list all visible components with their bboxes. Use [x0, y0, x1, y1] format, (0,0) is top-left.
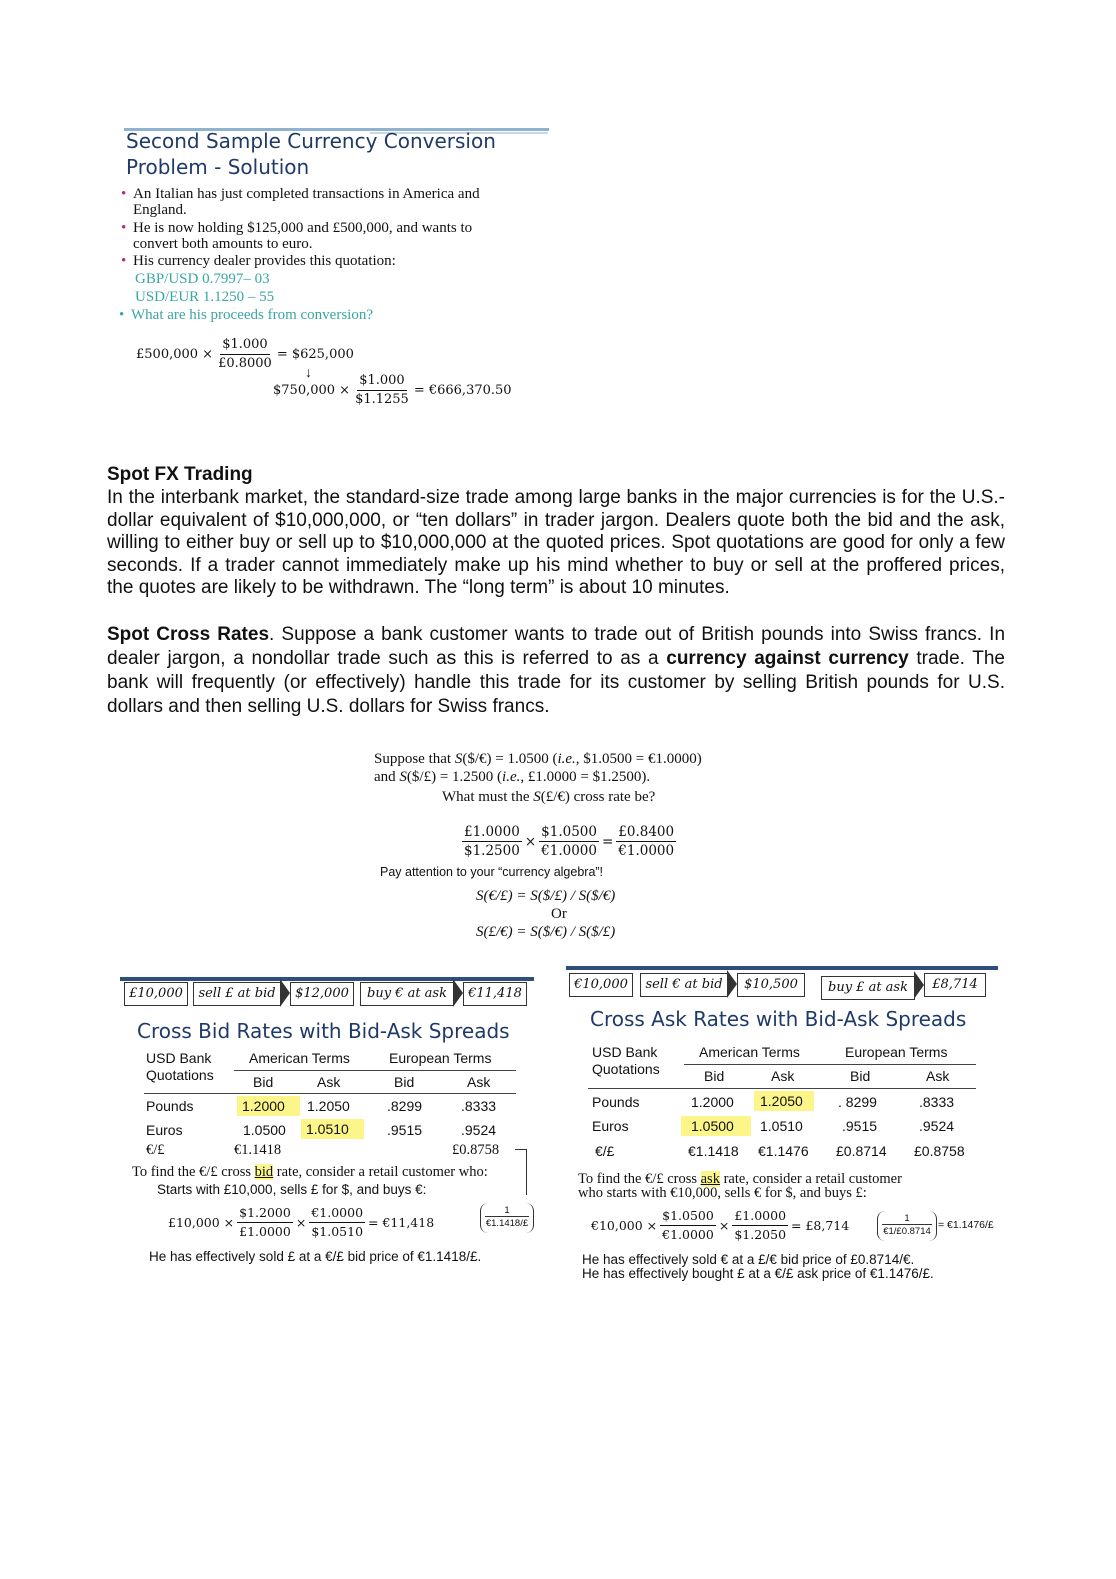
ask-european: European Terms — [845, 1044, 948, 1060]
t: €1.0000 — [309, 1204, 365, 1223]
t: $1.2000 — [237, 1204, 293, 1223]
ask-frac2 — [732, 1207, 788, 1244]
ask-equation — [591, 1207, 849, 1244]
t: = £8,714 — [791, 1218, 850, 1233]
bid-connector-line — [515, 1149, 527, 1195]
bullet-2-line2: convert both amounts to euro. — [133, 236, 313, 252]
t: S — [454, 751, 463, 767]
t: ($/£) = 1.2500 ( — [406, 769, 503, 785]
bid-starts-text: Starts with £10,000, sells £ for $, and buys €: — [157, 1182, 427, 1197]
ask-header-stripe — [566, 966, 998, 970]
bid-title: Cross Bid Rates with Bid-Ask Spreads — [137, 1019, 510, 1043]
bid-table-rule — [144, 1093, 516, 1094]
quote-line-1: GBP/USD 0.7997– 03 — [135, 271, 270, 287]
f1d: $1.2500 — [464, 843, 520, 859]
ask-chain-mid: $10,500 — [737, 973, 805, 997]
slide1-title — [126, 128, 496, 180]
eq1-num: $1.000 — [220, 336, 270, 355]
bullet-2: • He is now holding $125,000 and £500,000, and wants to convert both amounts to euro. — [121, 220, 473, 252]
arrow-right-icon — [453, 979, 463, 1007]
bid-find-text — [132, 1165, 488, 1180]
t: and — [374, 769, 400, 785]
ask-usd-bank: USD Bank — [592, 1044, 658, 1060]
eq2-num: $1.000 — [357, 372, 407, 391]
bid-pounds-european-ask: .8333 — [461, 1098, 497, 1114]
bid-col-ask2: Ask — [467, 1074, 491, 1090]
bid-frac1 — [237, 1204, 293, 1241]
ask-chain-end: £8,714 — [924, 973, 986, 997]
eq2-fraction — [353, 372, 411, 409]
frac-1 — [462, 823, 522, 860]
bid-american: American Terms — [249, 1050, 350, 1066]
ask-euros-european-ask: .9524 — [919, 1118, 955, 1134]
bid-header-rule — [234, 1070, 516, 1071]
bullet-2-line1: He is now holding $125,000 and £500,000, and wants to — [133, 220, 473, 236]
f2d: €1.0000 — [541, 843, 597, 859]
spot-paragraph-2 — [107, 623, 1005, 719]
t: €1.0000 — [662, 1227, 714, 1242]
eq1-den: £0.8000 — [218, 356, 272, 371]
bid-col-bid1: Bid — [253, 1074, 274, 1090]
bid-frac2 — [309, 1204, 365, 1241]
ask-chain-start: €10,000 — [569, 973, 633, 997]
t: = €11,418 — [368, 1215, 435, 1230]
suppose-line — [374, 750, 702, 768]
t: ($/€) = 1.0500 ( — [462, 751, 558, 767]
t: $1.0510 — [311, 1224, 364, 1239]
ask-frac1 — [660, 1207, 716, 1244]
bid-col-bid2: Bid — [394, 1074, 415, 1090]
what-line — [442, 788, 655, 806]
arrow-right-icon — [727, 970, 737, 998]
eq2-den: $1.1255 — [355, 392, 409, 407]
ask-conclusion-1: He has effectively sold € at a £/€ bid price of £0.8714/€. — [582, 1252, 915, 1267]
bid-euros-european-bid: .9515 — [387, 1122, 423, 1138]
t: i.e. — [502, 769, 521, 785]
t: rate, consider a retail customer who: — [273, 1164, 488, 1180]
equation-1 — [136, 336, 354, 373]
bid-quotations: Quotations — [146, 1067, 214, 1083]
frac-3 — [616, 823, 676, 860]
bid-cross-val1: €1.1418 — [234, 1142, 282, 1158]
ask-cross-val2: €1.1476 — [758, 1143, 809, 1159]
t: €1.1418/£ — [485, 1218, 529, 1229]
bid-euros-american-ask: 1.0510 — [301, 1119, 364, 1139]
ask-row-pounds-label: Pounds — [592, 1094, 640, 1110]
ask-pounds-american-bid: 1.2000 — [691, 1094, 734, 1110]
t: rate, consider a retail customer — [719, 1171, 902, 1187]
ask-col-ask2: Ask — [926, 1068, 950, 1084]
bid-euros-european-ask: .9524 — [461, 1122, 497, 1138]
ask-cross-val4: £0.8758 — [914, 1143, 965, 1159]
question-text: What are his proceeds from conversion? — [131, 307, 373, 323]
bid-equation — [168, 1204, 434, 1241]
t: To find the €/£ cross — [132, 1164, 255, 1180]
bid-chain-mid: $12,000 — [290, 982, 354, 1006]
ask-pounds-european-ask: .8333 — [919, 1094, 955, 1110]
bullet-1-line1: An Italian has just completed transactions in America and — [133, 186, 480, 202]
ask-row-euros-label: Euros — [592, 1118, 629, 1134]
bullet-1: • An Italian has just completed transactions in America and England. — [121, 186, 480, 218]
t: $1.2050 — [734, 1227, 787, 1242]
ask-find-text-2: who starts with €10,000, sells € for $, and buys £: — [578, 1185, 867, 1201]
bid-european: European Terms — [389, 1050, 492, 1066]
bid-cross-val2: £0.8758 — [452, 1142, 500, 1158]
ask-pounds-american-ask: 1.2050 — [754, 1091, 814, 1111]
t: What must the — [442, 789, 534, 805]
arrow-right-icon — [280, 979, 290, 1007]
p2-part-a: . Suppose a bank customer wants to trade out of British pounds into Swiss francs. In dealer jargon, a nondollar trade such as this is referred to as a — [107, 624, 1006, 669]
ask-cross-label: €/£ — [595, 1143, 615, 1159]
ask-cross-val3: £0.8714 — [836, 1143, 887, 1159]
p2-part-c: trade. The bank will frequently (or effectively) handle this trade for its customer by selling British pounds for U.S. dollars and then selling U.S. dollars for Swiss francs. — [107, 648, 1005, 717]
bullet-3-line1: His currency dealer provides this quotation: — [133, 253, 396, 269]
ask-euros-european-bid: .9515 — [842, 1118, 878, 1134]
ask-reciprocal — [877, 1211, 937, 1241]
t: To find the €/£ cross — [578, 1171, 701, 1187]
eq1-fraction — [216, 336, 274, 373]
algebra-or: Or — [551, 906, 567, 922]
ask-title: Cross Ask Rates with Bid-Ask Spreads — [590, 1007, 967, 1031]
pay-attention: Pay attention to your “currency algebra”! — [380, 865, 604, 879]
bid-cross-label: €/£ — [146, 1142, 165, 1158]
ask-chain-step1: sell € at bid — [640, 973, 728, 997]
times-sign: × — [295, 1215, 307, 1230]
bid-col-ask1: Ask — [317, 1074, 341, 1090]
t: £1.0000 — [732, 1207, 788, 1226]
f2n: $1.0500 — [541, 824, 597, 840]
ask-col-bid1: Bid — [704, 1068, 725, 1084]
cross-rate-equation — [462, 823, 676, 860]
slide1-title-line1: Second Sample Currency Conversion — [126, 129, 496, 153]
bid-row-pounds-label: Pounds — [146, 1098, 194, 1114]
ask-american: American Terms — [699, 1044, 800, 1060]
bid-row-euros-label: Euros — [146, 1122, 183, 1138]
t: 1 — [485, 1205, 529, 1217]
ask-reciprocal-result: = €1.1476/£ — [938, 1219, 994, 1231]
bid-chain-step2: buy € at ask — [360, 982, 454, 1006]
bid-pounds-american-ask: 1.2050 — [307, 1098, 350, 1114]
ask-header-rule — [684, 1064, 976, 1065]
cross-rates-heading: Spot Cross Rates — [107, 624, 270, 645]
ask-cross-val1: €1.1418 — [688, 1143, 739, 1159]
eq2-rhs: = €666,370.50 — [413, 383, 512, 398]
t: Suppose that — [374, 751, 455, 767]
ask-col-bid2: Bid — [850, 1068, 871, 1084]
t: €1/£0.8714 — [883, 1226, 931, 1237]
t: £10,000 × — [168, 1215, 235, 1230]
ask-quotations: Quotations — [592, 1061, 660, 1077]
f1n: £1.0000 — [464, 824, 520, 840]
times-sign: × — [524, 833, 537, 850]
bid-pounds-european-bid: .8299 — [387, 1098, 423, 1114]
t: €10,000 × — [591, 1218, 658, 1233]
bid-reciprocal — [480, 1203, 534, 1233]
equation-2 — [273, 372, 512, 409]
t: S — [399, 769, 407, 785]
t: £1.0000 — [239, 1224, 291, 1239]
down-arrow-icon: ↓ — [305, 364, 312, 380]
eq1-rhs: = $625,000 — [276, 347, 354, 362]
ask-chain-step2: buy £ at ask — [821, 976, 915, 1000]
arrow-right-icon — [914, 971, 924, 999]
f3n: £0.8400 — [618, 824, 675, 840]
frac-2 — [539, 823, 599, 860]
bid-pounds-american-bid: 1.2000 — [237, 1096, 300, 1116]
bid-header-stripe — [120, 977, 534, 981]
t: 1 — [882, 1213, 932, 1225]
t: $1.0500 — [660, 1207, 716, 1226]
t: (£/€) cross rate be? — [540, 789, 656, 805]
quote-line-2: USD/EUR 1.1250 – 55 — [135, 289, 275, 305]
bullet-1-line2: England. — [133, 202, 187, 218]
bid-chain-end: €11,418 — [463, 982, 527, 1006]
t: , $1.0500 = €1.0000) — [575, 751, 702, 767]
times-sign: × — [718, 1218, 730, 1233]
f3d: €1.0000 — [618, 843, 675, 859]
p2-bold: currency against currency — [666, 648, 909, 669]
t: , £1.0000 = $1.2500). — [520, 769, 651, 785]
spot-paragraph-1: In the interbank market, the standard-size trade among large banks in the major currencies is for the U.S.-dollar equivalent of $10,000,000, or “ten dollars” in trader jargon. Dealers quote both the bid and the ask, willing to either buy or sell up to $10,000,000 at the quoted prices. Spot quotations are good for only a few seconds. If a trader cannot immediately make up his mind whether to buy or sell at the proffered prices, the quotes are likely to be withdrawn. The “long term” is about 10 minutes. — [107, 487, 1005, 598]
algebra-2: S(£/€) = S($/€) / S($/£) — [476, 924, 616, 940]
bid-usd-bank: USD Bank — [146, 1050, 212, 1066]
spot-heading: Spot FX Trading — [107, 464, 253, 485]
ask-word: ask — [700, 1171, 720, 1187]
algebra-1: S(€/£) = S($/£) / S($/€) — [476, 888, 616, 904]
eq2-lhs: $750,000 × — [273, 383, 351, 398]
bid-chain-start: £10,000 — [124, 982, 188, 1006]
slide1-title-line2: Problem - Solution — [126, 155, 310, 179]
ask-table-rule — [588, 1088, 976, 1089]
and-line — [374, 768, 650, 786]
ask-col-ask1: Ask — [771, 1068, 795, 1084]
t: i.e. — [557, 751, 576, 767]
ask-euros-american-ask: 1.0510 — [760, 1118, 803, 1134]
ask-euros-american-bid: 1.0500 — [681, 1116, 751, 1136]
eq1-lhs: £500,000 × — [136, 347, 214, 362]
bid-euros-american-bid: 1.0500 — [243, 1122, 286, 1138]
question: • What are his proceeds from conversion? — [119, 307, 373, 323]
bid-chain-step1: sell £ at bid — [193, 982, 281, 1006]
bid-word: bid — [254, 1164, 274, 1180]
equals-sign: = — [601, 833, 614, 850]
t: S — [533, 789, 541, 805]
ask-conclusion-2: He has effectively bought £ at a €/£ ask price of €1.1476/£. — [582, 1266, 934, 1281]
bid-conclusion: He has effectively sold £ at a €/£ bid price of €1.1418/£. — [149, 1249, 482, 1264]
ask-pounds-european-bid: . 8299 — [838, 1094, 877, 1110]
bullet-3: • His currency dealer provides this quotation: — [121, 253, 396, 269]
